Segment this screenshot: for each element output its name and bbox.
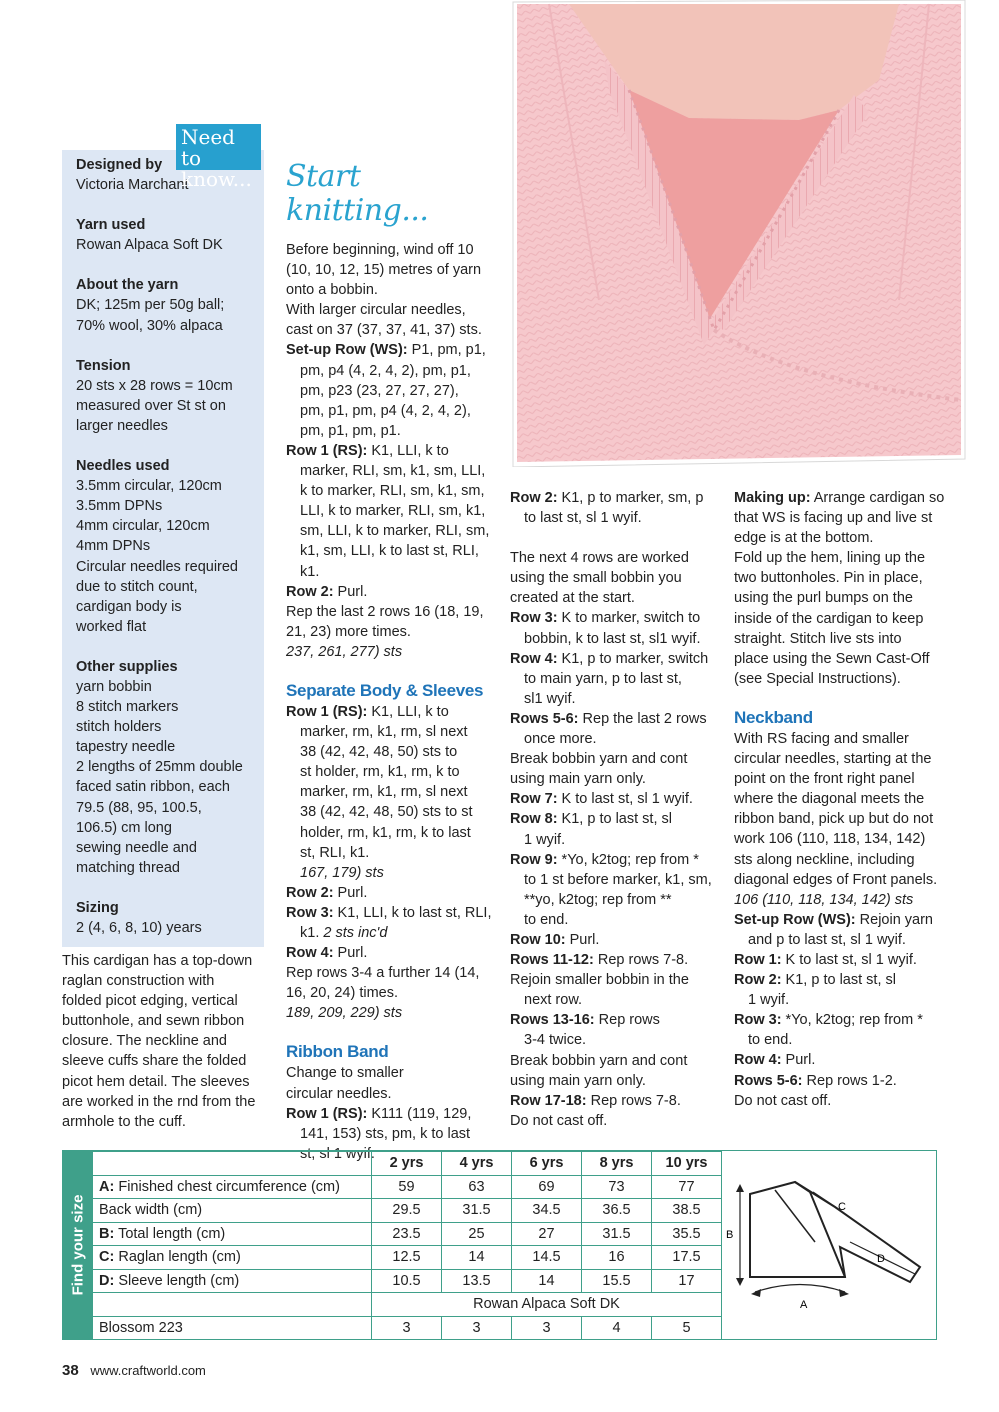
size-cell: 16: [582, 1246, 652, 1270]
making-up-line: two buttonholes. Pin in place,: [734, 570, 923, 587]
ribbon-row-9-cont: to end.: [524, 911, 569, 928]
sidebar-line: 20 sts x 28 rows = 10cm: [76, 377, 233, 394]
neck-row-4-label: Row 4:: [734, 1052, 782, 1069]
neck-row-3: [734, 1010, 949, 1030]
sidebar-line: stitch holders: [76, 719, 162, 736]
neck-row-4: [734, 1050, 949, 1070]
ribbon-row-1-cont: 141, 153) sts, pm, k to last: [300, 1125, 471, 1142]
row-1-cont: k1.: [300, 563, 320, 580]
find-your-size-label: [63, 1151, 92, 1339]
row-1-text: K1, LLI, k to: [367, 442, 449, 459]
row-2-text: Purl.: [333, 583, 368, 600]
size-cell: 27: [512, 1222, 582, 1246]
size-row-key: D:: [99, 1272, 115, 1289]
making-up-line: inside of the cardigan to keep: [734, 610, 924, 627]
cardigan-photo: [509, 0, 968, 467]
cardigan-diagram: [720, 1152, 935, 1338]
size-table: [92, 1151, 722, 1340]
spacer: [76, 195, 262, 215]
ribbon-rows-11-12-label: Rows 11-12:: [510, 952, 594, 969]
shade-cell: 3: [442, 1316, 512, 1340]
sep-row-2-text: Purl.: [333, 884, 368, 901]
ribbon-rows-5-6-text: Rep the last 2 rows: [578, 710, 707, 727]
ribbon-rows-11-12-text: Rep rows 7-8.: [593, 952, 689, 969]
find-your-size-text: Find your size: [69, 1194, 86, 1296]
size-row-label: [93, 1222, 372, 1246]
body-line: work 106 (110, 118, 134, 142): [734, 831, 926, 848]
sep-row-1-cont: marker, rm, k1, rm, sl next: [300, 724, 468, 741]
sidebar-line: 4mm DPNs: [76, 538, 151, 555]
intro-line: picot hem detail. The sleeves: [62, 1073, 250, 1090]
ribbon-rows-17-18-text: Rep rows 7-8.: [586, 1092, 681, 1109]
ribbon-row-9-cont: **yo, k2tog; rep from **: [524, 891, 672, 908]
body-line: Break bobbin yarn and cont: [510, 751, 688, 768]
size-row: [93, 1175, 722, 1199]
neck-row-2: [734, 970, 949, 990]
ribbon-rows-5-6-cont: once more.: [524, 731, 597, 748]
size-cell: 15.5: [582, 1269, 652, 1293]
row-1-cont: LLI, k to marker, RLI, sm, k1,: [300, 503, 486, 520]
ribbon-rows-13-16: [510, 1010, 725, 1030]
size-cell: 14: [442, 1246, 512, 1270]
ribbon-row-9-text: *Yo, k2tog; rep from *: [557, 851, 699, 868]
need-to-know-content: [76, 155, 262, 938]
sidebar-line: 79.5 (88, 95, 100.5,: [76, 799, 202, 816]
size-header: 8 yrs: [582, 1152, 652, 1176]
body-line: Do not cast off.: [510, 1112, 608, 1129]
sidebar-heading: About the yarn: [76, 277, 179, 294]
page-number: 38: [62, 1362, 79, 1379]
sep-row-1-text: K1, LLI, k to: [367, 703, 449, 720]
size-row-text: Raglan length (cm): [114, 1249, 241, 1266]
size-cell: 77: [652, 1175, 722, 1199]
ribbon-row-10: [510, 930, 725, 950]
intro-line: armhole to the cuff.: [62, 1113, 186, 1130]
body-line: using the small bobbin you: [510, 570, 682, 587]
sidebar-line: Victoria Marchant: [76, 177, 189, 194]
repeat-line: Rep the last 2 rows 16 (18, 19,: [286, 603, 484, 620]
body-line: Do not cast off.: [734, 1092, 832, 1109]
neck-row-2-label: Row 2:: [734, 972, 782, 989]
making-up-line: that WS is facing up and live st: [734, 510, 933, 527]
sidebar-line: tapestry needle: [76, 739, 176, 756]
sep-row-4-text: Purl.: [333, 945, 368, 962]
ribbon-row-9-label: Row 9:: [510, 851, 558, 868]
sidebar-line: DK; 125m per 50g ball;: [76, 297, 225, 314]
size-header-empty: [93, 1152, 372, 1176]
row-2-label: Row 2:: [286, 583, 334, 600]
neck-row-4-text: Purl.: [781, 1052, 816, 1069]
neck-setup-row-label: Set-up Row (WS):: [734, 911, 856, 928]
sidebar-heading: Other supplies: [76, 658, 178, 675]
ribbon-row-4: [510, 649, 725, 669]
yarn-row-empty: [93, 1293, 372, 1317]
intro-line: sleeve cuffs share the folded: [62, 1053, 247, 1070]
sidebar-line: Rowan Alpaca Soft DK: [76, 237, 223, 254]
intro-line: folded picot edging, vertical: [62, 993, 238, 1010]
sep-row-3-text: K1, LLI, k to last st, RLI,: [333, 904, 492, 921]
ribbon-row-7: [510, 789, 725, 809]
body-line: Break bobbin yarn and cont: [510, 1052, 688, 1069]
sep-row-4-label: Row 4:: [286, 945, 334, 962]
neck-setup-row-cont: and p to last st, sl 1 wyif.: [748, 931, 906, 948]
row-1-cont: k1, sm, LLI, k to last st, RLI,: [300, 543, 479, 560]
body-line: using main yarn only.: [510, 771, 646, 788]
neck-row-3-cont: to end.: [748, 1032, 793, 1049]
sidebar-line: 2 lengths of 25mm double: [76, 759, 243, 776]
ribbon-row-10-label: Row 10:: [510, 931, 566, 948]
size-row-text: Sleeve length (cm): [114, 1272, 240, 1289]
spacer: [76, 336, 262, 356]
sep-row-3-cont: [286, 923, 496, 943]
ribbon-row-2: [510, 488, 725, 508]
sep-row-1-cont: st, RLI, k1.: [300, 844, 370, 861]
neck-row-2-text: K1, p to last st, sl: [781, 972, 896, 989]
sidebar-line: 3.5mm circular, 120cm: [76, 478, 222, 495]
neck-row-1-label: Row 1:: [734, 951, 782, 968]
body-line: Before beginning, wind off 10: [286, 242, 474, 258]
ribbon-rows-5-6: [510, 709, 725, 729]
diagram-label-d: D: [877, 1253, 885, 1265]
body-line: With larger circular needles,: [286, 302, 466, 319]
need-to-know-panel: [62, 150, 264, 947]
size-header-row: [93, 1152, 722, 1176]
ribbon-row-4-text: K1, p to marker, switch: [557, 650, 709, 667]
body-line: point on the front right panel: [734, 771, 915, 788]
sep-row-4: [286, 943, 496, 963]
ribbon-rows-13-16-text: Rep rows: [594, 1012, 660, 1029]
size-row: [93, 1246, 722, 1270]
ribbon-rows-11-12: [510, 950, 725, 970]
size-row-label: [93, 1175, 372, 1199]
intro-line: closure. The neckline and: [62, 1033, 227, 1050]
neck-rows-5-6-label: Rows 5-6:: [734, 1072, 803, 1089]
intro-paragraph: [62, 951, 267, 1132]
body-line: (10, 10, 12, 15) metres of yarn: [286, 262, 482, 279]
size-row: [93, 1269, 722, 1293]
setup-row-cont: pm, p1, pm, p4 (4, 2, 4, 2),: [300, 402, 471, 419]
ribbon-row-3-text: K to marker, switch to: [557, 610, 701, 627]
neck-rows-5-6: [734, 1071, 949, 1091]
ribbon-row-8-label: Row 8:: [510, 811, 558, 828]
spacer: [510, 528, 725, 548]
spacer: [76, 878, 262, 898]
size-cell: 36.5: [582, 1199, 652, 1223]
sep-row-1-cont: holder, rm, k1, rm, k to last: [300, 824, 471, 841]
size-cell: 14: [512, 1269, 582, 1293]
ribbon-row-4-cont: sl1 wyif.: [524, 690, 576, 707]
size-cell: 73: [582, 1175, 652, 1199]
yarn-name: Rowan Alpaca Soft DK: [372, 1293, 722, 1317]
making-up-text: Arrange cardigan so: [810, 490, 945, 506]
yarn-row: [93, 1293, 722, 1317]
sidebar-line: Circular needles required: [76, 558, 238, 575]
body-line: Rejoin smaller bobbin in the: [510, 972, 689, 989]
size-row: [93, 1222, 722, 1246]
making-up-line: edge is at the bottom.: [734, 530, 874, 547]
size-header: 10 yrs: [652, 1152, 722, 1176]
body-line: circular needles.: [286, 1085, 392, 1102]
size-row-key: C:: [99, 1249, 115, 1266]
row-1-label: Row 1 (RS):: [286, 442, 368, 459]
making-up-line: straight. Stitch live sts into: [734, 630, 902, 647]
sidebar-line: sewing needle and: [76, 839, 197, 856]
ribbon-row-2-text: K1, p to marker, sm, p: [557, 490, 704, 506]
size-row: [93, 1199, 722, 1223]
column-ribbon-band-continued: [510, 488, 725, 1131]
sep-row-1: [286, 702, 496, 722]
sep-row-3: [286, 903, 496, 923]
size-cell: 17: [652, 1269, 722, 1293]
body-line: sts along neckline, including: [734, 851, 915, 868]
size-cell: 10.5: [372, 1269, 442, 1293]
sep-row-3-label: Row 3:: [286, 904, 334, 921]
sep-row-1-cont: st holder, rm, k1, rm, k to: [300, 764, 460, 781]
body-line: created at the start.: [510, 590, 635, 607]
sidebar-line: larger needles: [76, 417, 168, 434]
ribbon-row-2-label: Row 2:: [510, 490, 558, 506]
sidebar-heading: Tension: [76, 357, 131, 374]
sidebar-line: faced satin ribbon, each: [76, 779, 230, 796]
size-header: 4 yrs: [442, 1152, 512, 1176]
shade-cell: 3: [512, 1316, 582, 1340]
neck-row-1-text: K to last st, sl 1 wyif.: [781, 951, 917, 968]
ribbon-row-3-label: Row 3:: [510, 610, 558, 627]
need-to-know-tag: [176, 124, 261, 191]
body-line: where the diagonal meets the: [734, 791, 925, 808]
intro-line: buttonhole, and sewn ribbon: [62, 1013, 245, 1030]
sidebar-line: 70% wool, 30% alpaca: [76, 317, 223, 334]
size-row-text: Back width (cm): [99, 1202, 203, 1219]
sidebar-line: 8 stitch markers: [76, 699, 179, 716]
size-header: 6 yrs: [512, 1152, 582, 1176]
size-cell: 31.5: [442, 1199, 512, 1223]
sep-row-1-cont: 38 (42, 42, 48, 50) sts to st: [300, 804, 473, 821]
size-cell: 13.5: [442, 1269, 512, 1293]
body-line: onto a bobbin.: [286, 282, 378, 299]
sep-row-1-cont: marker, rm, k1, rm, sl next: [300, 784, 468, 801]
making-up: [734, 488, 949, 508]
setup-row-cont: pm, p23 (23, 27, 27, 27),: [300, 382, 459, 399]
sidebar-heading: Yarn used: [76, 217, 146, 234]
shade-cell: 5: [652, 1316, 722, 1340]
ribbon-rows-13-16-label: Rows 13-16:: [510, 1012, 595, 1029]
sep-repeat: Rep rows 3-4 a further 14 (14,: [286, 965, 480, 982]
row-1-cont: marker, RLI, sm, k1, sm, LLI,: [300, 463, 486, 480]
body-line: With RS facing and smaller: [734, 730, 909, 747]
column-making-up: [734, 488, 949, 1111]
setup-row-label: Set-up Row (WS):: [286, 342, 408, 359]
diagram-label-a: A: [800, 1299, 808, 1311]
sidebar-line: 3.5mm DPNs: [76, 498, 163, 515]
sidebar-line: due to stitch count,: [76, 578, 198, 595]
sep-repeat: 16, 20, 24) times.: [286, 985, 399, 1002]
column-start-knitting: [286, 160, 496, 1164]
ribbon-row-9-cont: to 1 st before marker, k1, sm,: [524, 871, 712, 888]
ribbon-row-1-label: Row 1 (RS):: [286, 1105, 368, 1122]
sep-row-1-label: Row 1 (RS):: [286, 703, 368, 720]
neck-rows-5-6-text: Rep rows 1-2.: [802, 1072, 897, 1089]
ribbon-row-3-cont: bobbin, k to last st, sl1 wyif.: [524, 630, 701, 647]
body-line: circular needles, starting at the: [734, 751, 932, 768]
body-line: next row.: [524, 992, 583, 1009]
body-line: using main yarn only.: [510, 1072, 646, 1089]
body-line: ribbon band, pick up but do not: [734, 811, 934, 828]
size-cell: 38.5: [652, 1199, 722, 1223]
sep-row-1-note: 167, 179) sts: [300, 864, 384, 881]
size-cell: 69: [512, 1175, 582, 1199]
footer-url: www.craftworld.com: [90, 1363, 206, 1378]
body-line: The next 4 rows are worked: [510, 550, 689, 567]
size-header: 2 yrs: [372, 1152, 442, 1176]
intro-line: raglan construction with: [62, 973, 215, 990]
size-row-label: [93, 1246, 372, 1270]
sidebar-line: worked flat: [76, 618, 147, 635]
body-line: diagonal edges of Front panels.: [734, 871, 938, 888]
size-row-text: Finished chest circumference (cm): [114, 1178, 340, 1195]
cardigan-diagram-svg: [720, 1152, 935, 1338]
diagram-label-c: C: [838, 1201, 846, 1213]
size-cell: 35.5: [652, 1222, 722, 1246]
shade-cell: 4: [582, 1316, 652, 1340]
size-row-key: B:: [99, 1225, 115, 1242]
ribbon-row-1-cont: st, sl 1 wyif.: [300, 1145, 375, 1162]
row-2: [286, 582, 496, 602]
sep-repeat-note: 189, 209, 229) sts: [286, 1005, 403, 1022]
repeat-line: 21, 23) more times.: [286, 623, 411, 640]
ribbon-row-8: [510, 809, 725, 829]
ribbon-row-8-cont: 1 wyif.: [524, 831, 566, 848]
sidebar-heading: Needles used: [76, 458, 170, 475]
page-footer: [62, 1362, 206, 1379]
neck-row-2-cont: 1 wyif.: [748, 992, 790, 1009]
sidebar-heading: Sizing: [76, 899, 119, 916]
sidebar-line: matching thread: [76, 859, 180, 876]
sep-row-2-label: Row 2:: [286, 884, 334, 901]
need-to-know-line-2: know...: [181, 167, 252, 191]
start-knitting-title: Start knitting...: [286, 159, 429, 228]
ribbon-rows-17-18: [510, 1091, 725, 1111]
ribbon-row-1: [286, 1104, 496, 1124]
shade-row: [93, 1316, 722, 1340]
size-cell: 23.5: [372, 1222, 442, 1246]
body-line: cast on 37 (37, 37, 41, 37) sts.: [286, 322, 482, 339]
making-up-line: place using the Sewn Cast-Off: [734, 650, 930, 667]
size-cell: 29.5: [372, 1199, 442, 1223]
intro-line: This cardigan has a top-down: [62, 953, 253, 969]
ribbon-row-8-text: K1, p to last st, sl: [557, 811, 672, 828]
sidebar-line: 106.5) cm long: [76, 819, 172, 836]
sidebar-heading: Designed by: [76, 157, 163, 173]
setup-row-cont: pm, p1, pm, p1.: [300, 422, 401, 439]
size-cell: 25: [442, 1222, 512, 1246]
heading-separate-body: Separate Body & Sleeves: [286, 680, 484, 700]
spacer: [76, 436, 262, 456]
sep-row-3-note: 2 sts inc'd: [319, 925, 388, 941]
making-up-line: using the purl bumps on the: [734, 590, 913, 607]
size-row-label: [93, 1199, 372, 1223]
neckband-note: 106 (110, 118, 134, 142) sts: [734, 891, 914, 908]
size-cell: 17.5: [652, 1246, 722, 1270]
ribbon-row-2-cont: to last st, sl 1 wyif.: [524, 510, 642, 527]
size-row-key: A:: [99, 1178, 115, 1195]
ribbon-row-4-label: Row 4:: [510, 650, 558, 667]
ribbon-row-10-text: Purl.: [565, 931, 600, 948]
row-1-cont: sm, LLI, k to marker, RLI, sm,: [300, 523, 490, 540]
heading-neckband: Neckband: [734, 707, 813, 727]
sidebar-line: measured over St st on: [76, 397, 226, 414]
sep-row-1-cont: 38 (42, 42, 48, 50) sts to: [300, 744, 458, 761]
ribbon-row-7-text: K to last st, sl 1 wyif.: [557, 791, 693, 808]
neck-row-1: [734, 950, 949, 970]
cardigan-photo-image: [509, 0, 968, 467]
neck-setup-row-text: Rejoin yarn: [855, 911, 933, 928]
ribbon-rows-5-6-label: Rows 5-6:: [510, 710, 579, 727]
making-up-line: Fold up the hem, lining up the: [734, 550, 926, 567]
size-cell: 31.5: [582, 1222, 652, 1246]
body-line: Change to smaller: [286, 1065, 404, 1082]
intro-line: are worked in the rnd from the: [62, 1093, 256, 1110]
sep-row-2: [286, 883, 496, 903]
spacer: [76, 255, 262, 275]
sep-row-3-cont-text: k1.: [300, 925, 320, 941]
spacer: [76, 637, 262, 657]
setup-row-text: P1, pm, p1,: [407, 342, 486, 359]
size-cell: 14.5: [512, 1246, 582, 1270]
setup-row: [286, 340, 496, 360]
sidebar-line: 2 (4, 6, 8, 10) years: [76, 920, 202, 936]
sidebar-line: yarn bobbin: [76, 678, 152, 695]
ribbon-rows-17-18-label: Row 17-18:: [510, 1092, 587, 1109]
need-to-know-line-1: Need to: [181, 125, 235, 170]
ribbon-row-7-label: Row 7:: [510, 791, 558, 808]
diagram-label-b: B: [726, 1229, 734, 1241]
repeat-note: 237, 261, 277) sts: [286, 643, 403, 660]
ribbon-row-1-text: K111 (119, 129,: [367, 1105, 472, 1122]
neck-row-3-text: *Yo, k2tog; rep from *: [781, 1012, 923, 1029]
row-1-cont: k to marker, RLI, sm, k1, sm,: [300, 483, 485, 500]
sidebar-line: 4mm circular, 120cm: [76, 518, 210, 535]
size-cell: 12.5: [372, 1246, 442, 1270]
shade-label: Blossom 223: [93, 1316, 372, 1340]
size-cell: 63: [442, 1175, 512, 1199]
neck-row-3-label: Row 3:: [734, 1012, 782, 1029]
sidebar-line: cardigan body is: [76, 598, 182, 615]
ribbon-row-3: [510, 608, 725, 628]
size-row-label: [93, 1269, 372, 1293]
shade-cell: 3: [372, 1316, 442, 1340]
ribbon-row-4-cont: to main yarn, p to last st,: [524, 670, 682, 687]
size-cell: 59: [372, 1175, 442, 1199]
neck-setup-row: [734, 910, 949, 930]
heading-ribbon-band: Ribbon Band: [286, 1042, 389, 1062]
making-up-line: (see Special Instructions).: [734, 670, 901, 687]
size-row-text: Total length (cm): [114, 1225, 226, 1242]
start-knitting-body: [286, 240, 496, 1164]
making-up-label: Making up:: [734, 490, 811, 506]
row-1: [286, 441, 496, 461]
size-cell: 34.5: [512, 1199, 582, 1223]
ribbon-row-9: [510, 850, 725, 870]
ribbon-rows-13-16-cont: 3-4 twice.: [524, 1032, 587, 1049]
setup-row-cont: pm, p4 (4, 2, 4, 2), pm, p1,: [300, 362, 471, 379]
